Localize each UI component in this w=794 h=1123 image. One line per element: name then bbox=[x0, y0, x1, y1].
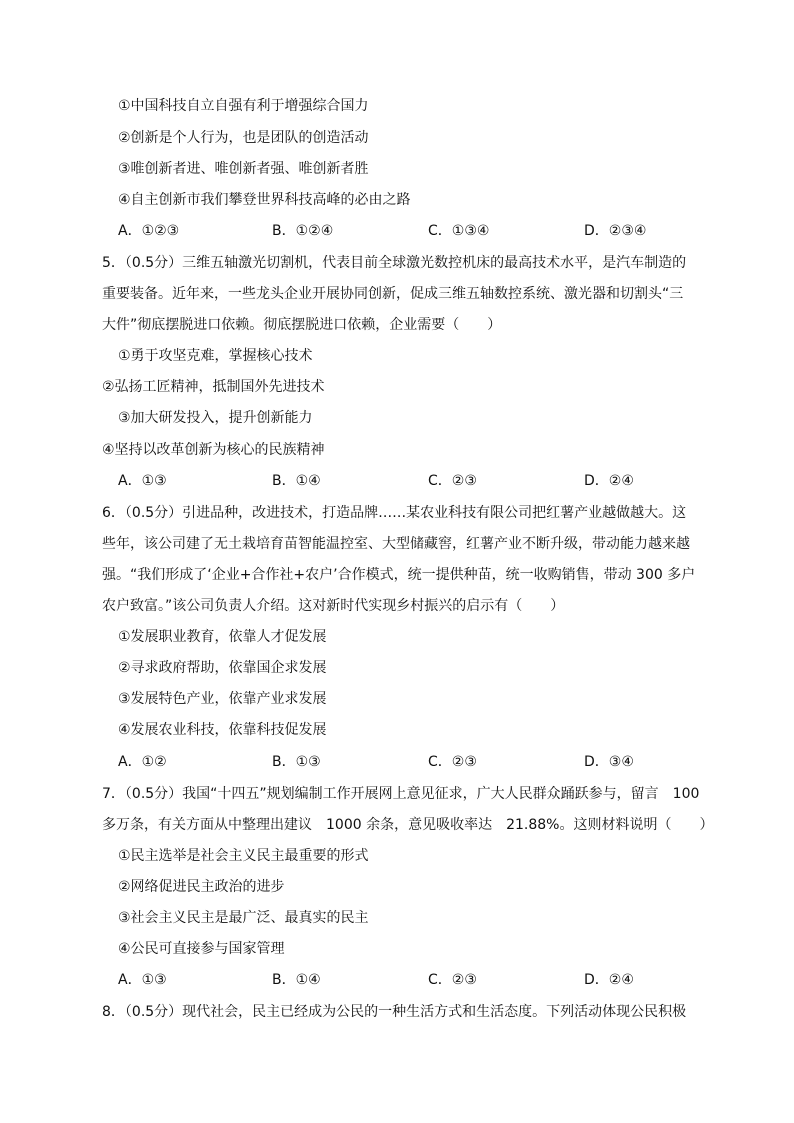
q7-option-a: A．①③ bbox=[118, 972, 167, 988]
q6-stem-line-3: 强。“我们形成了‘企业+合作社+农户’合作模式，统一提供种苗，统一收购销售，带动 300 多户 bbox=[102, 567, 696, 583]
q7-item-1: ①民主选举是社会主义民主最重要的形式 bbox=[118, 848, 369, 864]
q5-stem-line-1: 5．（0.5分）三维五轴激光切割机，代表目前全球激光数控机床的最高技术水平，是汽车制造的 bbox=[102, 255, 687, 271]
q4-option-c: C．①③④ bbox=[428, 223, 490, 239]
q8-stem-line-1: 8．（0.5分）现代社会，民主已经成为公民的一种生活方式和生活态度。下列活动体现公民积极 bbox=[102, 1004, 687, 1020]
q5-stem-line-3: 大件”彻底摆脱进口依赖。彻底摆脱进口依赖，企业需要（ ） bbox=[102, 317, 502, 333]
q6-option-c: C．②③ bbox=[428, 754, 477, 770]
q6-item-1: ①发展职业教育，依靠人才促发展 bbox=[118, 629, 327, 645]
q5-option-c: C．②③ bbox=[428, 473, 477, 489]
q7-stem-line-1: 7．（0.5分）我国“十四五”规划编制工作开展网上意见征求，广大人民群众踊跃参与，留言 100 bbox=[102, 786, 700, 802]
q4-item-3: ③唯创新者进、唯创新者强、唯创新者胜 bbox=[118, 161, 369, 177]
q6-stem-line-1: 6．（0.5分）引进品种，改进技术，打造品牌……某农业科技有限公司把红薯产业越做越大。这 bbox=[102, 505, 687, 521]
q4-item-2: ②创新是个人行为，也是团队的创造活动 bbox=[118, 130, 369, 146]
q7-item-4: ④公民可直接参与国家管理 bbox=[118, 941, 285, 957]
q5-option-a: A．①③ bbox=[118, 473, 167, 489]
q5-option-d: D．②④ bbox=[584, 473, 634, 489]
q4-option-b: B．①②④ bbox=[272, 223, 334, 239]
q4-option-d: D．②③④ bbox=[584, 223, 647, 239]
q4-option-a: A．①②③ bbox=[118, 223, 180, 239]
q6-option-b: B．①③ bbox=[272, 754, 321, 770]
q5-item-2: ②弘扬工匠精神，抵制国外先进技术 bbox=[102, 379, 325, 395]
q7-stem-line-2: 多万条，有关方面从中整理出建议 1000 余条，意见吸收率达 21.88%。这则材料说明（ ） bbox=[102, 817, 714, 833]
q4-item-1: ①中国科技自立自强有利于增强综合国力 bbox=[118, 98, 369, 114]
q5-item-1: ①勇于攻坚克难，掌握核心技术 bbox=[118, 348, 313, 364]
q6-option-d: D．③④ bbox=[584, 754, 634, 770]
q5-item-3: ③加大研发投入，提升创新能力 bbox=[118, 410, 313, 426]
q6-stem-line-2: 些年，该公司建了无土栽培育苗智能温控室、大型储藏窖，红薯产业不断升级，带动能力越来越 bbox=[102, 536, 690, 552]
q5-item-4: ④坚持以改革创新为核心的民族精神 bbox=[102, 442, 325, 458]
q7-item-2: ②网络促进民主政治的进步 bbox=[118, 879, 285, 895]
q6-option-a: A．①② bbox=[118, 754, 167, 770]
q6-stem-line-4: 农户致富。”该公司负责人介绍。这对新时代实现乡村振兴的启示有（ ） bbox=[102, 598, 565, 614]
q7-option-d: D．②④ bbox=[584, 972, 634, 988]
q6-item-2: ②寻求政府帮助，依靠国企求发展 bbox=[118, 660, 327, 676]
q6-item-4: ④发展农业科技，依靠科技促发展 bbox=[118, 722, 327, 738]
q4-item-4: ④自主创新市我们攀登世界科技高峰的必由之路 bbox=[118, 192, 411, 208]
q5-stem-line-2: 重要装备。近年来，一些龙头企业开展协同创新，促成三维五轴数控系统、激光器和切割头“三 bbox=[102, 286, 684, 302]
q6-item-3: ③发展特色产业，依靠产业求发展 bbox=[118, 691, 327, 707]
q5-option-b: B．①④ bbox=[272, 473, 321, 489]
q7-item-3: ③社会主义民主是最广泛、最真实的民主 bbox=[118, 910, 369, 926]
q7-option-b: B．①④ bbox=[272, 972, 321, 988]
q7-option-c: C．②③ bbox=[428, 972, 477, 988]
